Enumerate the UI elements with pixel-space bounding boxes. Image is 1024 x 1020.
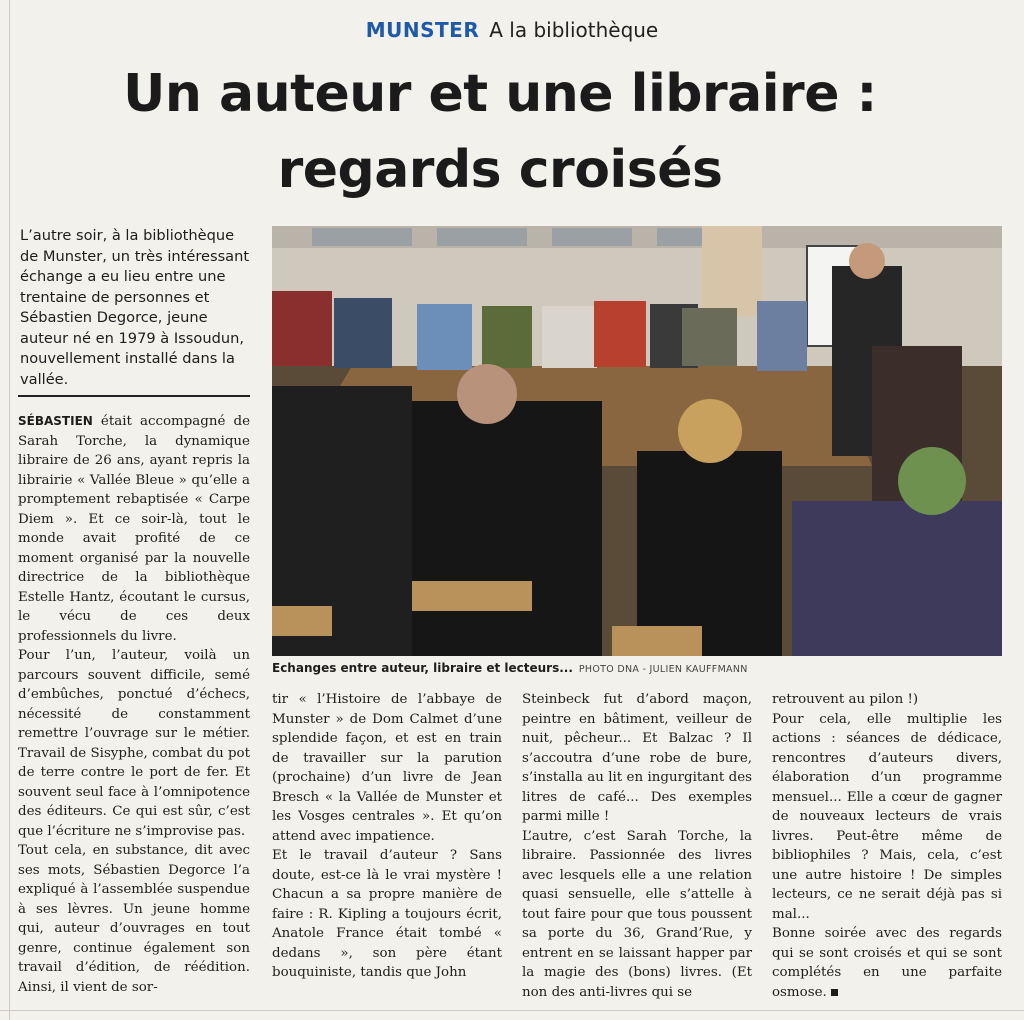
curtain	[702, 226, 762, 316]
foreground-woman	[637, 451, 782, 656]
green-hat	[898, 447, 966, 515]
window	[437, 228, 527, 246]
window	[552, 228, 632, 246]
end-of-article-mark	[831, 989, 838, 996]
chair-back	[272, 606, 332, 636]
article-column-3	[522, 690, 752, 1002]
paragraph: tir « l’Histoire de l’abbaye de Munster » de Dom Calmet d’une splendide façon, et est en train de travailler sur la parution (prochaine) d’un livre de Jean Bresch « la Vallée de Munster et les Vosges centrales ». Et qu’on attend avec impatience.	[272, 692, 502, 844]
paragraph: Tout cela, en substance, dit avec ses mots, Sébastien Degorce l’a expliqué à l’assemblée suspendue à ses lèvres. Un jeune homme qui, auteur d’ouvrages en tout genre, continue également son travail d’édition, de réédition. Ainsi, il vient de sor-	[18, 843, 250, 995]
paragraph: Pour cela, elle multiplie les actions : séances de dédicace, rencontres d’auteurs divers, élaboration d’un programme mensuel... Elle a cœur de gagner de nouveaux lecteurs de vrais livres. Peut-être même de bibliophiles ? Mais, cela, c’est une autre histoire ! De simples lecteurs, ce ne serait déjà pas si mal...	[772, 711, 1002, 922]
kicker-place: MUNSTER	[365, 18, 480, 42]
foreground-person-jacket	[412, 401, 602, 656]
person-red	[272, 291, 332, 366]
kicker	[0, 18, 1024, 42]
person-green	[482, 306, 532, 368]
paragraph: L’autre, c’est Sarah Torche, la libraire. Passionnée des livres avec lesquels elle a une relation quasi sensuelle, elle s’attelle à tout faire pour que tous poussent sa porte du 36, Grand’Rue, y entrent en se laissant happer par la magie des (bons) livres. (Et non des anti-livres qui se	[522, 828, 752, 1000]
person-seated	[757, 301, 807, 371]
blonde-head	[678, 399, 742, 463]
article-column-2	[272, 690, 502, 983]
article-photo	[272, 226, 1002, 656]
page-edge-bottom	[0, 1010, 1024, 1011]
photo-illustration	[272, 226, 1002, 656]
paragraph-text: Bonne soirée avec des regards qui se sont croisés et qui se sont complétés en une parfaite osmose.	[772, 926, 1002, 1000]
chair-back	[612, 626, 702, 656]
paragraph: Et le travail d’auteur ? Sans doute, est-ce là le vrai mystère ! Chacun a sa propre manière de faire : R. Kipling a toujours écrit, Anatole France était tombé « dedans », son père étant bouquiniste, tandis que John	[272, 848, 502, 980]
lede-paragraph: L’autre soir, à la bibliothèque de Munster, un très intéressant échange a eu lieu entre une trentaine de personnes et Sébastien Degorce, jeune auteur né en 1979 à Issoudun, nouvellement installé dans la vallée.	[20, 227, 250, 388]
person-red-jacket	[594, 301, 646, 367]
headline: Un auteur et une libraire : regards croisés	[123, 64, 877, 200]
speaker-head	[849, 243, 885, 279]
window	[312, 228, 412, 246]
foreground-person-right	[792, 501, 1002, 656]
kicker-topic: A la bibliothèque	[489, 18, 659, 42]
paragraph: Pour l’un, l’auteur, voilà un parcours souvent difficile, semé d’embûches, ponctué d’échecs, nécessité de constamment remettre l’ouvrage sur le métier. Travail de Sisyphe, combat du pot de terre contre le port de fer. Et souvent seul face à l’omnipotence des éditeurs. Ce qui est sûr, c’est que l’écriture ne s’improvise pas.	[18, 648, 250, 839]
person-blue	[417, 304, 472, 370]
paragraph: retrouvent au pilon !)	[772, 692, 919, 707]
bald-head	[457, 364, 517, 424]
paragraph-text: était accompagné de Sarah Torche, la dynamique libraire de 26 ans, ayant repris la librairie « Vallée Bleue » qu’elle a promptement rebaptisée « Carpe Diem ». Et ce soir-là, tout le monde avait profité de ce moment organisé par la nouvelle directrice de la bibliothèque Estelle Hantz, écoutant le cursus, le vécu de ces deux professionnels du livre.	[18, 414, 250, 644]
person-white	[542, 306, 597, 368]
lead-word: SÉBASTIEN	[18, 414, 93, 428]
article-column-1	[18, 412, 250, 997]
page-edge-left	[9, 0, 10, 1020]
paragraph	[18, 412, 250, 646]
paragraph: Steinbeck fut d’abord maçon, peintre en bâtiment, veilleur de nuit, pêcheur... Et Balzac ? Il s’accoutra d’une robe de bure, s’installa au lit en ingurgitant des litres de café... Des exemples parmi mille !	[522, 692, 752, 824]
chair-back	[412, 581, 532, 611]
paragraph	[772, 924, 1002, 1002]
caption-text: Echanges entre auteur, libraire et lecteurs...	[272, 661, 573, 675]
lede-divider	[18, 395, 250, 397]
photo-credit: PHOTO DNA - JULIEN KAUFFMANN	[578, 664, 748, 675]
person-plaid	[334, 298, 392, 368]
article-column-4	[772, 690, 1002, 1002]
person-grey	[682, 308, 737, 366]
photo-caption	[272, 661, 1002, 675]
